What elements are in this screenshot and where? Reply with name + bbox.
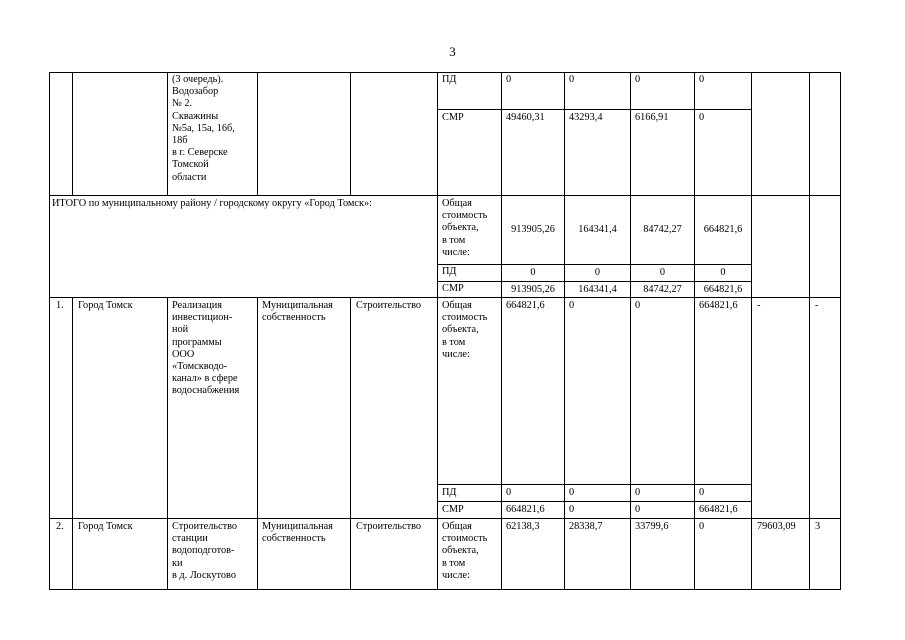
row1-cost-label: Общая стоимость объекта, в том числе: xyxy=(442,300,488,360)
row1-object: Реализация инвестицион- ной программы ООО «Томскводо- канал» в сфере водоснабжения xyxy=(172,300,240,397)
total-cost-year3: 664821,6 xyxy=(703,224,743,235)
row2-cost-year3: 0 xyxy=(699,521,705,532)
col-year2-line xyxy=(630,72,631,590)
total-pd-year3: 0 xyxy=(720,267,726,278)
row1-smr-year3: 664821,6 xyxy=(699,504,738,515)
col-object-line-b xyxy=(167,297,168,590)
row1-pd-total: 0 xyxy=(506,487,512,498)
row1-cost-year2: 0 xyxy=(635,300,641,311)
row1-smr-total: 664821,6 xyxy=(506,504,545,515)
table-right-border xyxy=(840,72,841,590)
col-total-line xyxy=(501,72,502,590)
total-cost-bottom-line xyxy=(437,264,751,265)
row-a-pd-year3: 0 xyxy=(699,74,705,85)
row1-cost-year3: 664821,6 xyxy=(699,300,738,311)
col-capacity-line xyxy=(751,72,752,590)
row1-cost-year1: 0 xyxy=(569,300,575,311)
page-number: 3 xyxy=(449,44,456,59)
row1-municipality: Город Томск xyxy=(78,300,133,311)
row-a-object-cell: (3 очередь). Водозабор № 2. Скважины №5а, 15а, 16б, 18б в г. Северске Томской области xyxy=(172,74,235,183)
total-smr-year2: 84742,27 xyxy=(643,284,682,295)
total-pd-label: ПД xyxy=(442,266,457,277)
row-a-pd-bottom-line xyxy=(437,109,751,110)
row2-year: 3 xyxy=(815,521,821,532)
total-pd-year2: 0 xyxy=(659,267,666,278)
row2-cost-year2: 33799,6 xyxy=(635,521,669,532)
row2-ownership: Муниципальная собственность xyxy=(262,521,333,545)
row1-year: - xyxy=(815,300,819,311)
row1-pd-year2: 0 xyxy=(635,487,641,498)
col-costtype-line xyxy=(437,72,438,590)
total-cost-year1: 164341,4 xyxy=(578,224,617,235)
col-year1-line xyxy=(564,72,565,590)
row1-capacity: - xyxy=(757,300,761,311)
row2-cost-year1: 28338,7 xyxy=(569,521,603,532)
row1-cost-total: 664821,6 xyxy=(506,300,545,311)
total-pd-total: 0 xyxy=(530,267,536,278)
row2-capacity: 79603,09 xyxy=(757,521,796,532)
col-worktype-line-b xyxy=(350,297,351,590)
row1-number: 1. xyxy=(56,300,64,311)
row-a-smr-label: СМР xyxy=(442,112,464,123)
row-a-smr-total: 49460,31 xyxy=(506,112,545,123)
row-a-pd-label: ПД xyxy=(442,74,457,85)
row1-smr-year2: 0 xyxy=(635,504,641,515)
col-municipality-line-b xyxy=(72,297,73,590)
total-label: ИТОГО по муниципальному району / городскому округу «Город Томск»: xyxy=(52,198,373,209)
row-a-pd-total: 0 xyxy=(506,74,512,85)
col-year3-line xyxy=(694,72,695,590)
row-a-smr-year2: 6166,91 xyxy=(635,112,669,123)
row2-work-type: Строительство xyxy=(356,521,422,532)
total-smr-total: 913905,26 xyxy=(511,284,555,295)
col-object-line-a xyxy=(167,72,168,196)
row1-smr-label: СМР xyxy=(442,504,464,515)
row-a-smr-year3: 0 xyxy=(699,112,705,123)
row2-cost-label: Общая стоимость объекта, в том числе: xyxy=(442,521,488,581)
row-a-smr-year1: 43293,4 xyxy=(569,112,603,123)
total-pd-bottom-line xyxy=(437,281,751,282)
row2-number: 2. xyxy=(56,521,64,532)
row1-work-type: Строительство xyxy=(356,300,422,311)
table-left-border xyxy=(49,72,50,590)
row-a-pd-year2: 0 xyxy=(635,74,641,85)
row1-pd-year3: 0 xyxy=(699,487,705,498)
total-cost-year2: 84742,27 xyxy=(643,224,682,235)
row1-pd-label: ПД xyxy=(442,487,457,498)
col-year-line xyxy=(809,72,810,590)
total-cost-total: 913905,26 xyxy=(511,224,555,235)
total-cost-label: Общая стоимость объекта, в том числе: xyxy=(442,198,488,258)
row2-municipality: Город Томск xyxy=(78,521,133,532)
total-smr-year3: 664821,6 xyxy=(703,284,743,295)
row1-cost-bottom-line xyxy=(437,484,751,485)
row-a-pd-year1: 0 xyxy=(569,74,575,85)
col-worktype-line-a xyxy=(350,72,351,196)
total-smr-year1: 164341,4 xyxy=(578,284,617,295)
col-municipality-line-a xyxy=(72,72,73,196)
total-smr-label: СМР xyxy=(442,283,464,294)
row1-pd-year1: 0 xyxy=(569,487,575,498)
row1-pd-bottom-line xyxy=(437,501,751,502)
row1-smr-year1: 0 xyxy=(569,504,575,515)
row2-cost-total: 62138,3 xyxy=(506,521,540,532)
row1-ownership: Муниципальная собственность xyxy=(262,300,333,324)
row2-object: Строительство станции водоподготов- ки в д. Лоскутово xyxy=(172,521,238,581)
col-ownership-line-a xyxy=(257,72,258,196)
col-ownership-line-b xyxy=(257,297,258,590)
total-pd-year1: 0 xyxy=(594,267,601,278)
